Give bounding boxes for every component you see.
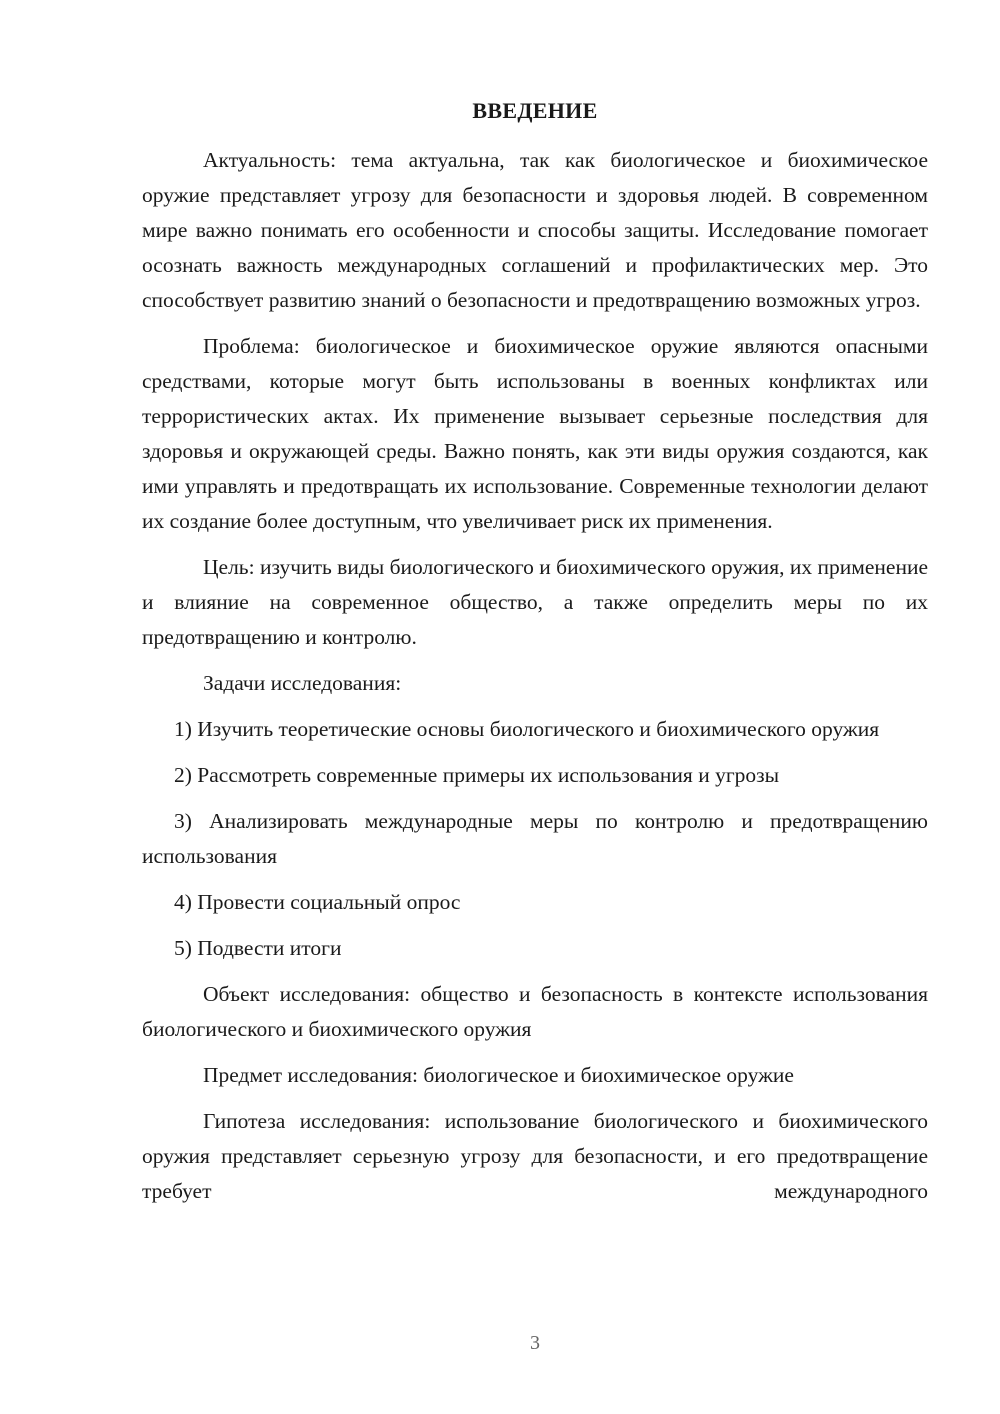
document-body — [142, 143, 928, 1209]
paragraph-tasks-heading: Задачи исследования: — [203, 671, 402, 695]
paragraph-goal: Цель: изучить виды биологического и биохимического оружия, их применение и влияние на современное общество, а также определить меры по их предотвращению и контролю. — [142, 555, 928, 649]
task-item-1: 1) Изучить теоретические основы биологического и биохимического оружия — [174, 717, 880, 741]
document-page — [142, 0, 928, 1414]
section-heading: ВВЕДЕНИЕ — [472, 98, 598, 123]
page-number: 3 — [530, 1332, 540, 1354]
task-item-5: 5) Подвести итоги — [174, 936, 342, 960]
paragraph-subject: Предмет исследования: биологическое и биохимическое оружие — [203, 1063, 794, 1087]
paragraph-relevance: Актуальность: тема актуальна, так как биологическое и биохимическое оружие представляет угрозу для безопасности и здоровья людей. В современном мире важно понимать его особенности и способы защиты. Исследование помогает осознать важность международных соглашений и профилактических мер. Это способствует развитию знаний о безопасности и предотвращению возможных угроз. — [142, 148, 928, 312]
task-item-3: 3) Анализировать международные меры по контролю и предотвращению использования — [142, 809, 928, 868]
paragraph-hypothesis: Гипотеза исследования: использование биологического и биохимического оружия представляет серьезную угрозу для безопасности, и его предотвращение требует международного — [142, 1109, 928, 1203]
paragraph-object: Объект исследования: общество и безопасность в контексте использования биологического и биохимического оружия — [142, 982, 928, 1041]
paragraph-problem: Проблема: биологическое и биохимическое оружие являются опасными средствами, которые могут быть использованы в военных конфликтах или террористических актах. Их применение вызывает серьезные последствия для здоровья и окружающей среды. Важно понять, как эти виды оружия создаются, как ими управлять и предотвращать их использование. Современные технологии делают их создание более доступным, что увеличивает риск их применения. — [142, 334, 928, 533]
task-item-4: 4) Провести социальный опрос — [174, 890, 461, 914]
task-item-2: 2) Рассмотреть современные примеры их использования и угрозы — [174, 763, 780, 787]
